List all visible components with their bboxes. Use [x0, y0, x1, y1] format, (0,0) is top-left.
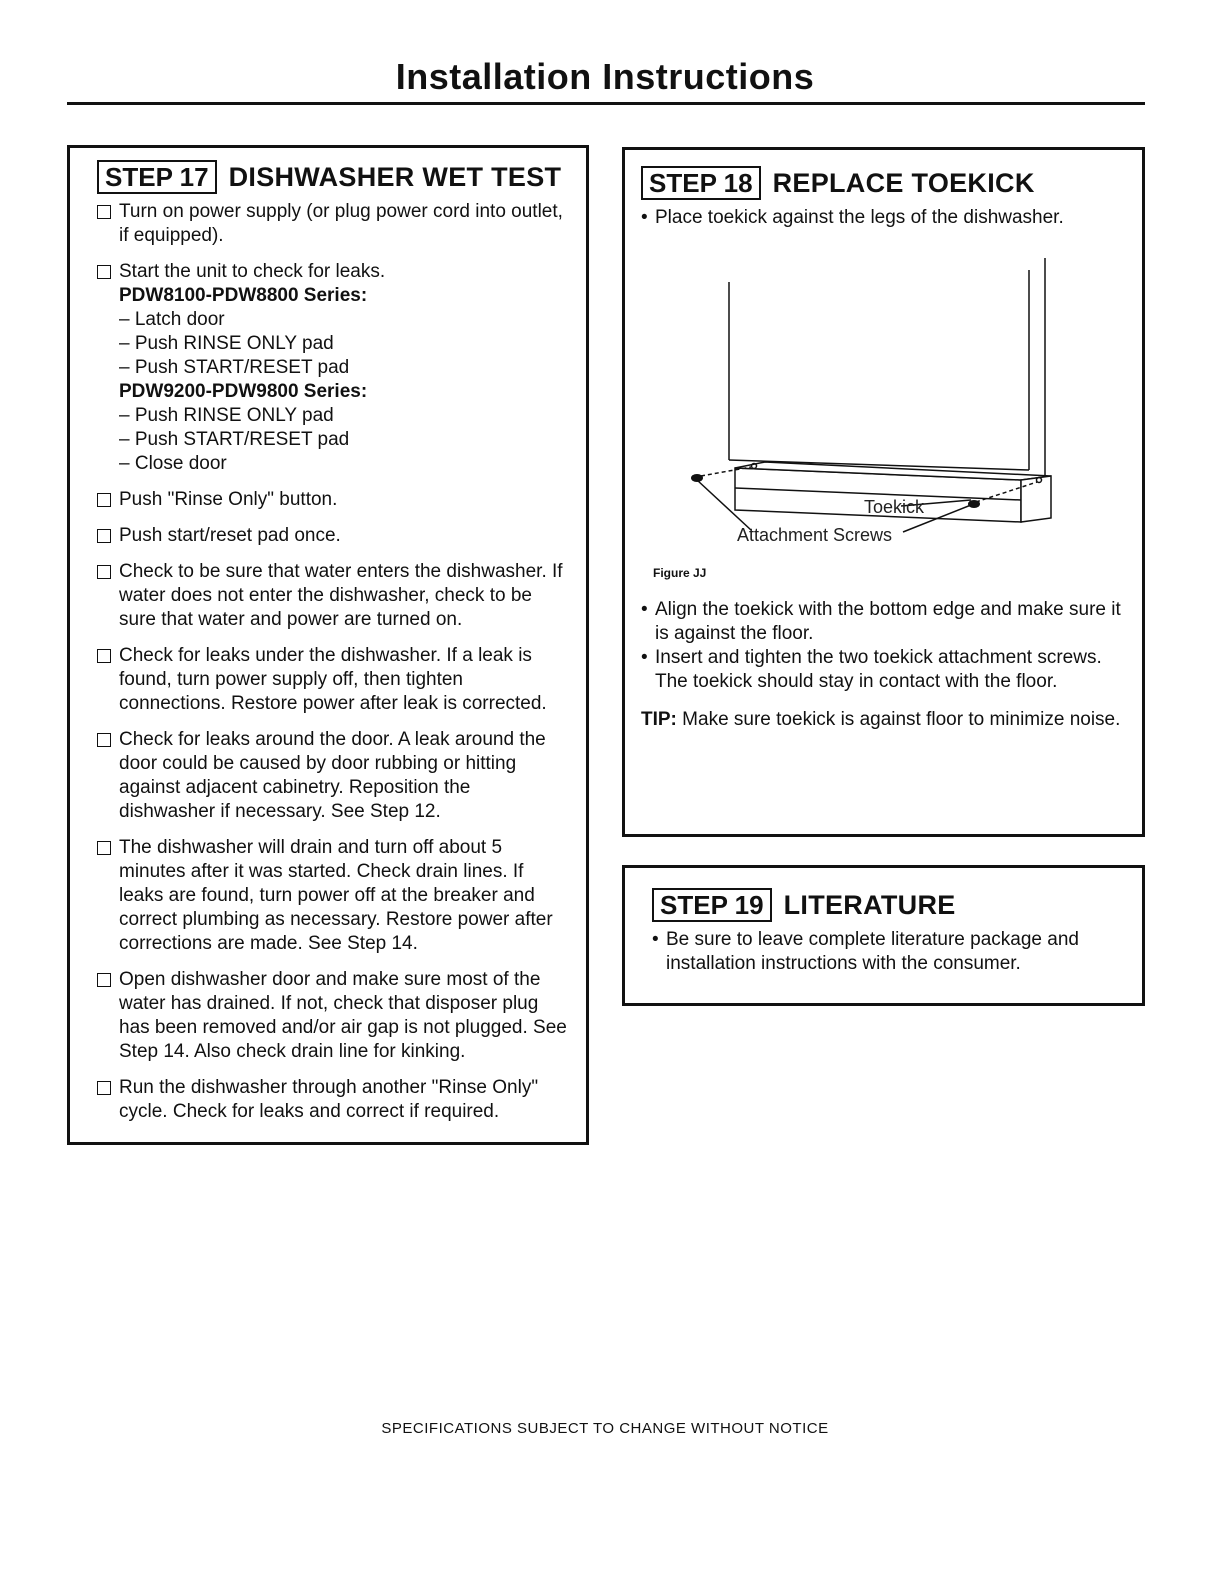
- step-18-tag: STEP 18: [641, 166, 761, 200]
- checklist-item: [97, 728, 568, 824]
- checkbox-icon: [97, 265, 111, 279]
- step-18-panel: [622, 147, 1145, 837]
- attachment-screws-label: Attachment Screws: [737, 525, 893, 545]
- checklist-item: [97, 1076, 568, 1124]
- checklist-text: Start the unit to check for leaks.: [119, 261, 386, 282]
- tip-note: [641, 708, 1124, 732]
- step-19-title: LITERATURE: [783, 889, 956, 920]
- step-19-panel: [622, 865, 1145, 1006]
- checklist-text: Push start/reset pad once.: [119, 525, 341, 546]
- page-footer: SPECIFICATIONS SUBJECT TO CHANGE WITHOUT NOTICE: [381, 1420, 829, 1437]
- checklist-item: [97, 644, 568, 716]
- step-18-title: REPLACE TOEKICK: [772, 167, 1035, 198]
- title-rule: [67, 102, 1145, 105]
- checklist-item: [97, 524, 568, 548]
- step-17-title: DISHWASHER WET TEST: [228, 161, 562, 192]
- series-step: – Latch door: [119, 309, 225, 330]
- checkbox-icon: [97, 493, 111, 507]
- step-18-list: [641, 598, 1124, 694]
- series-step: – Push RINSE ONLY pad: [119, 405, 334, 426]
- series-step: – Push START/RESET pad: [119, 357, 350, 378]
- checklist-item: [97, 836, 568, 956]
- series-heading: PDW9200-PDW9800 Series:: [119, 381, 368, 402]
- attachment-screw-icon: [691, 474, 703, 482]
- checklist-text: Check to be sure that water enters the dishwasher. If water does not enter the dishwasher, check to be sure that water and power are turned on.: [119, 561, 563, 630]
- checklist-item: [97, 260, 568, 476]
- step-19-tag: STEP 19: [652, 888, 772, 922]
- checklist-text: Run the dishwasher through another "Rinse Only" cycle. Check for leaks and correct if required.: [119, 1077, 539, 1122]
- toekick-end: [1021, 476, 1051, 522]
- series-step: – Close door: [119, 453, 227, 474]
- step-17-tag: STEP 17: [97, 160, 217, 194]
- checklist-text: Open dishwasher door and make sure most of the water has drained. If not, check that disposer plug has been removed and/or air gap is not plugged. See Step 14. Also check drain line for kinking.: [119, 969, 567, 1062]
- series-heading: PDW8100-PDW8800 Series:: [119, 285, 368, 306]
- checkbox-icon: [97, 529, 111, 543]
- series-step: – Push RINSE ONLY pad: [119, 333, 334, 354]
- checklist-text: Check for leaks around the door. A leak around the door could be caused by door rubbing or hitting against adjacent cabinetry. Reposition the dishwasher if necessary. See Step 12.: [119, 729, 546, 822]
- step-19-header: [652, 888, 1124, 922]
- checklist-text: Push "Rinse Only" button.: [119, 489, 338, 510]
- bullet-item: • Align the toekick with the bottom edge and make sure it is against the floor.: [641, 598, 1124, 646]
- step-18-intro-list: [641, 206, 1124, 230]
- checkbox-icon: [97, 565, 111, 579]
- page-title: Installation Instructions: [395, 56, 815, 97]
- toekick-label: Toekick: [864, 497, 925, 517]
- step-19-list: [652, 928, 1124, 976]
- checklist-text: Turn on power supply (or plug power cord into outlet, if equipped).: [119, 201, 563, 246]
- checkbox-icon: [97, 1081, 111, 1095]
- checklist-item: [97, 560, 568, 632]
- checkbox-icon: [97, 205, 111, 219]
- checklist-item: [97, 968, 568, 1064]
- bullet-item: • Be sure to leave complete literature package and installation instructions with the consumer.: [652, 928, 1124, 976]
- bullet-item: • Insert and tighten the two toekick attachment screws. The toekick should stay in contact with the floor.: [641, 646, 1124, 694]
- bullet-item: • Place toekick against the legs of the dishwasher.: [641, 206, 1124, 230]
- figure-caption: Figure JJ: [653, 566, 707, 580]
- toekick-diagram: [641, 230, 1121, 560]
- step-18-header: [641, 166, 1124, 200]
- checkbox-icon: [97, 649, 111, 663]
- checkbox-icon: [97, 841, 111, 855]
- checklist-text: Check for leaks under the dishwasher. If a leak is found, turn power supply off, then tighten connections. Restore power after leak is corrected.: [119, 645, 547, 714]
- checkbox-icon: [97, 973, 111, 987]
- tip-label: TIP:: [641, 709, 677, 730]
- series-step: – Push START/RESET pad: [119, 429, 350, 450]
- checkbox-icon: [97, 733, 111, 747]
- step-17-checklist: [97, 200, 568, 1124]
- tip-text: Make sure toekick is against floor to minimize noise.: [682, 709, 1121, 730]
- attachment-screw-icon: [968, 500, 980, 508]
- checklist-text: The dishwasher will drain and turn off about 5 minutes after it was started. Check drain lines. If leaks are found, turn power off at the breaker and correct plumbing as necessary. Restore power after corrections are made. See Step 14.: [119, 837, 553, 954]
- step-17-header: [97, 160, 568, 194]
- toekick-figure: [641, 230, 1121, 560]
- checklist-item: [97, 488, 568, 512]
- checklist-item: [97, 200, 568, 248]
- step-17-panel: [67, 145, 589, 1145]
